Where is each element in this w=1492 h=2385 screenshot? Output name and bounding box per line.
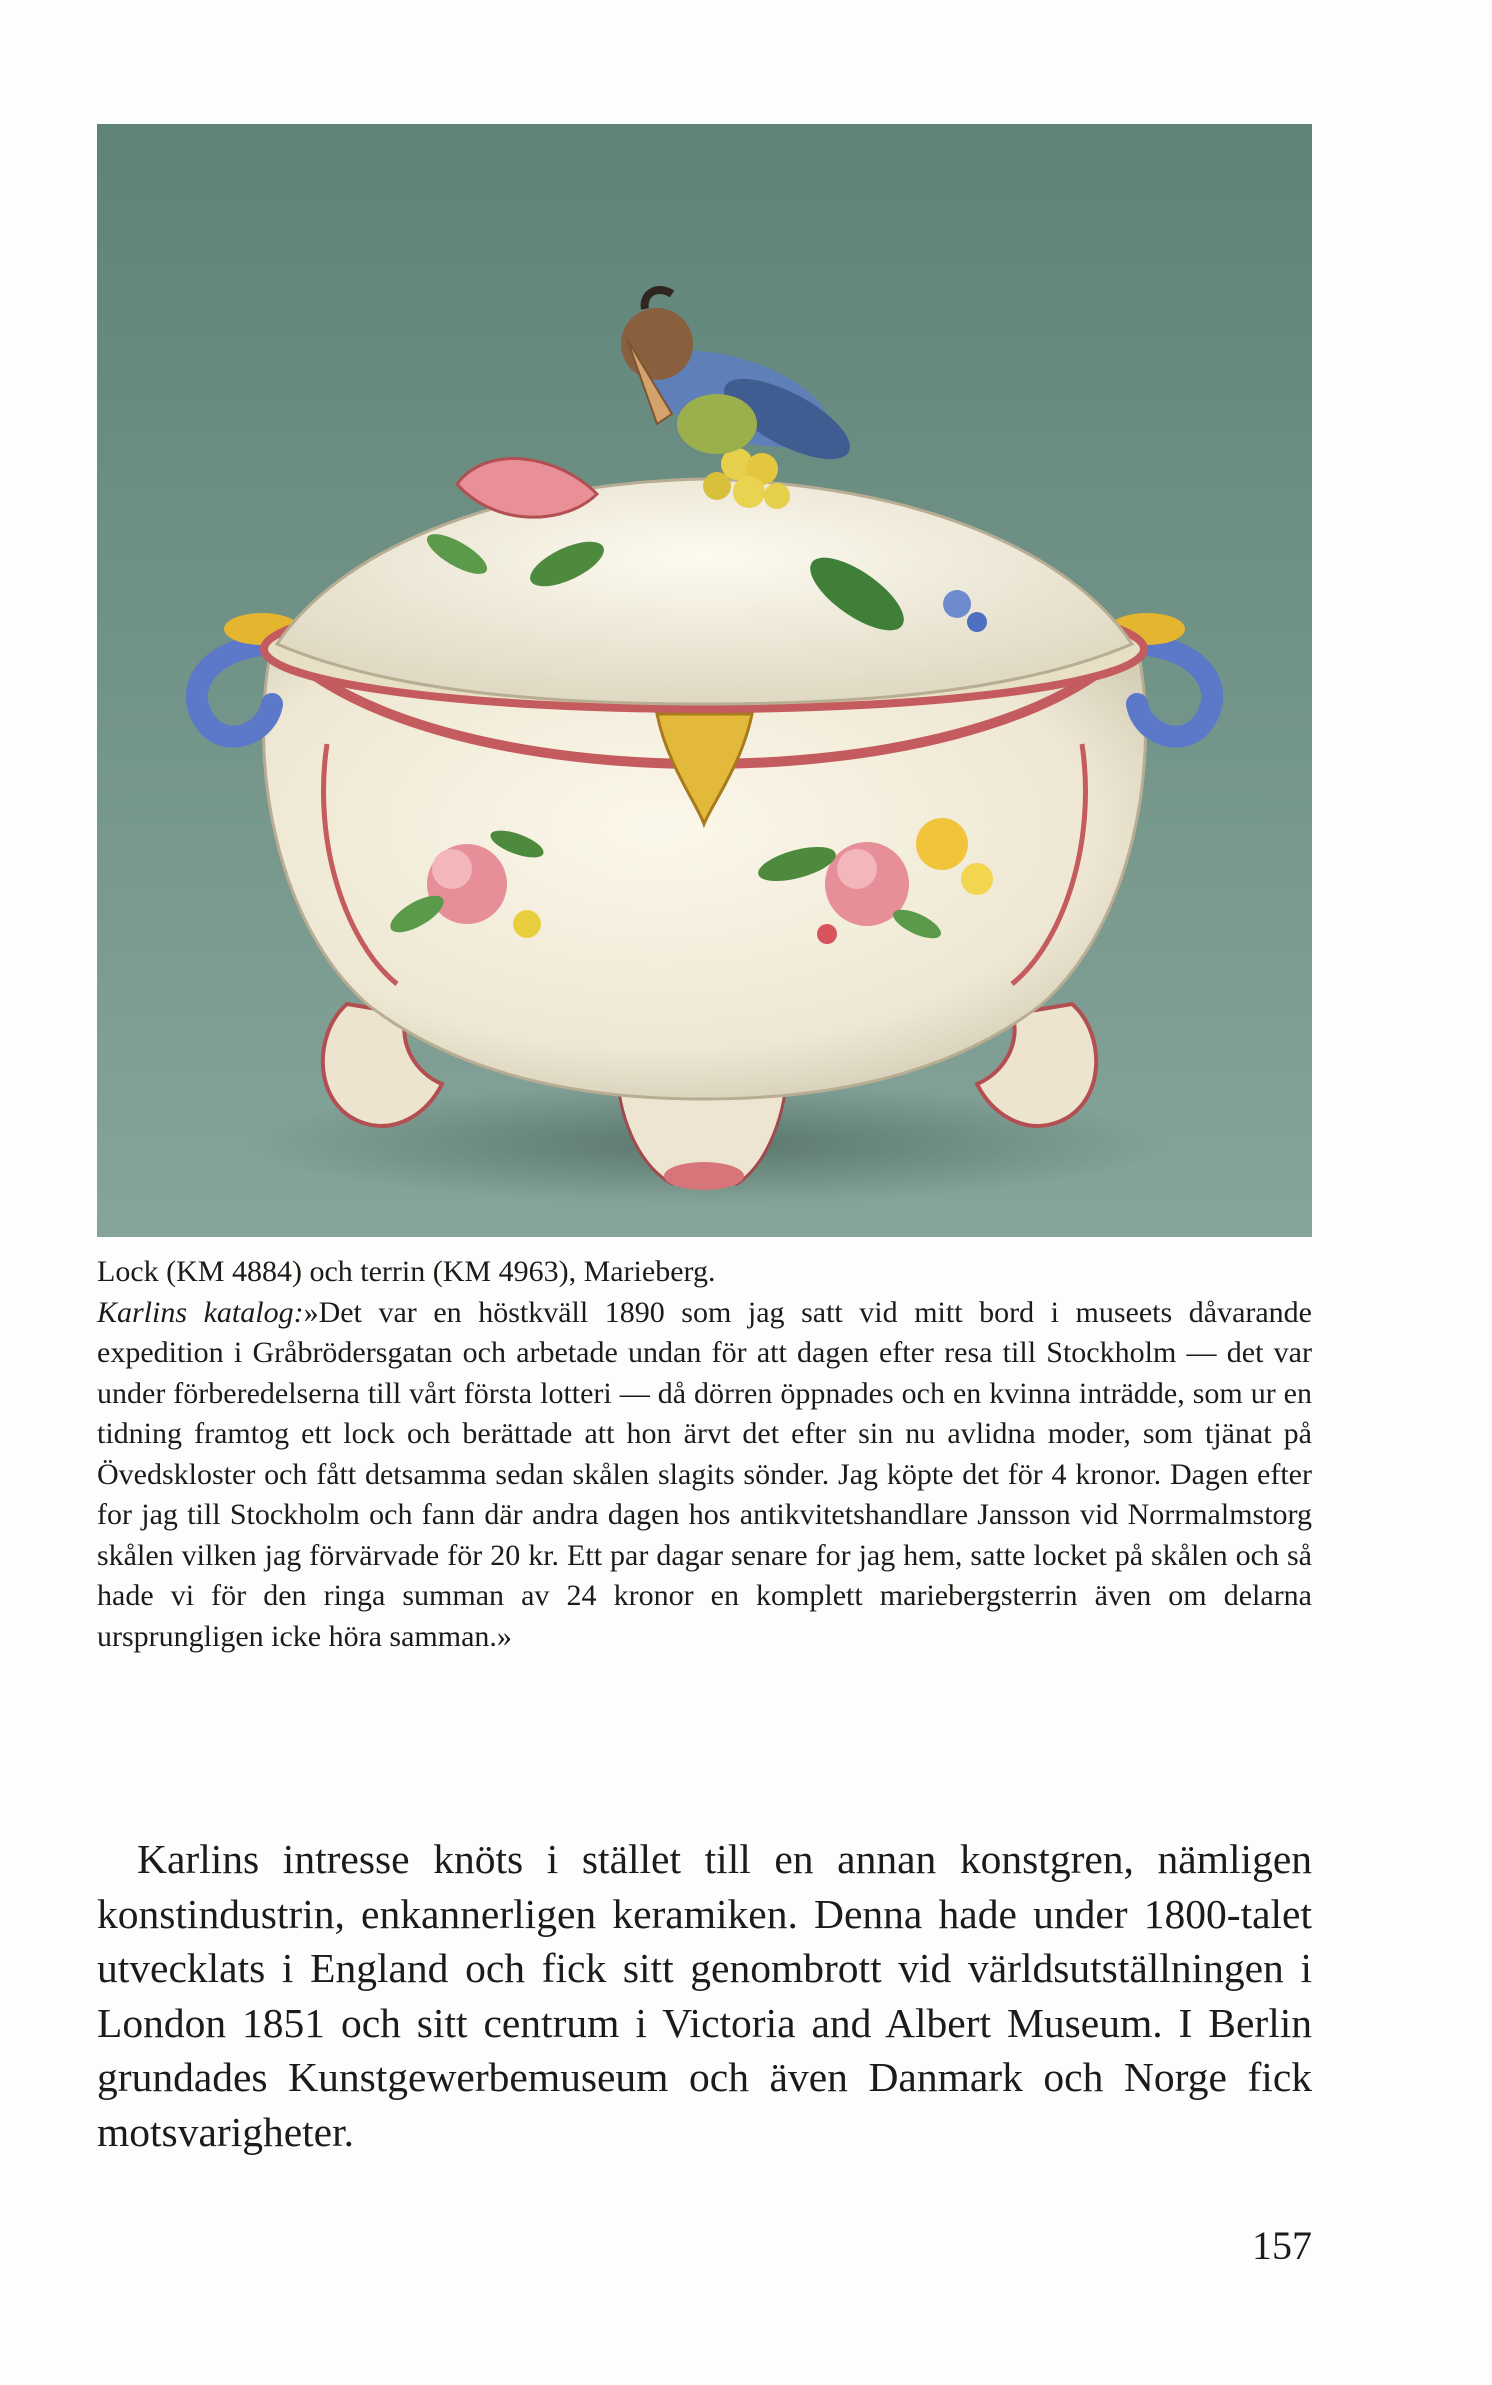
tureen-photograph	[97, 124, 1312, 1237]
tureen-illustration	[97, 124, 1312, 1237]
page-number: 157	[1252, 2223, 1312, 2268]
body-paragraph: Karlins intresse knöts i stället till en annan konstgren, nämligen konstindustrin, enkannerligen keramiken. Denna hade under 1800-talet utvecklats i England och fick sitt genombrott vid världsutställningen i London 1851 och sitt centrum i Victoria and Albert Museum. I Berlin grundades Kunstgewerbemuseum och även Danmark och Norge fick motsvarigheter.	[97, 1836, 1312, 2155]
catalog-label: Karlins katalog:	[97, 1295, 304, 1329]
caption-first-line: Lock (KM 4884) och terrin (KM 4963), Marieberg.	[97, 1255, 716, 1288]
figure-caption	[97, 1252, 1312, 1657]
catalog-quote: »Det var en höstkväll 1890 som jag satt vid mitt bord i museets dåvarande expedition i Gråbrödersgatan och arbetade undan för att dagen efter resa till Stockholm — det var under förberedelserna till vårt första lotteri — då dörren öppnades och en kvinna inträdde, som ur en tidning framtog ett lock och berättade att hon ärvt det efter sin nu avlidna moder, som tjänat på Övedskloster och fått detsamma sedan skålen slagits sönder. Jag köpte det för 4 kronor. Dagen efter for jag till Stockholm och fann där andra dagen hos antikvitetshandlare Jansson vid Norrmalmstorg skålen vilken jag förvärvade för 20 kr. Ett par dagar senare for jag hem, satte locket på skålen och så hade vi för den ringa summan av 24 kronor en komplett mariebergsterrin även om delarna ursprungligen icke höra samman.»	[97, 1295, 1313, 1653]
